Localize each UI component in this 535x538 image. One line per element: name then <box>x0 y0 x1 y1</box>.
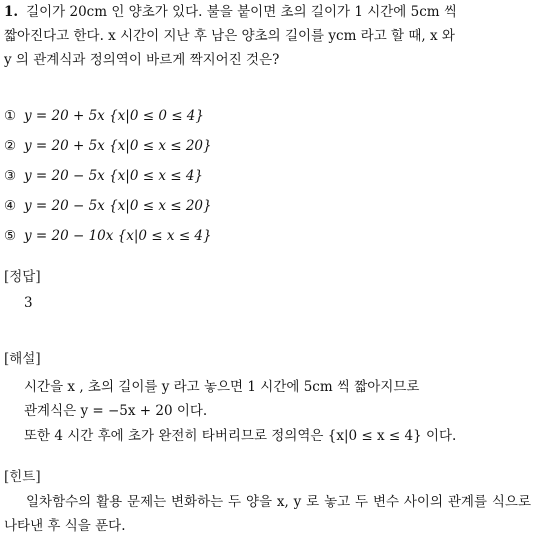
choice-formula: y = 20 + 5x {x|0 ≤ x ≤ 20} <box>24 138 212 154</box>
question-line-1 <box>4 3 457 21</box>
choice-number: ① <box>4 108 17 124</box>
question-line-2: 짧아진다고 한다. x 시간이 지난 후 남은 양초의 길이를 ycm 라고 할 때, x 와 <box>4 28 455 44</box>
choice-formula: y = 20 − 10x {x|0 ≤ x ≤ 4} <box>24 228 212 244</box>
choice-formula: y = 20 + 5x {x|0 ≤ 0 ≤ 4} <box>24 108 204 124</box>
choice-number: ④ <box>4 198 17 214</box>
answer-value: 3 <box>24 295 33 311</box>
choice-4[interactable] <box>4 197 212 215</box>
explanation-line-3: 또한 4 시간 후에 초가 완전히 타버리므로 정의역은 {x|0 ≤ x ≤ 4} 이다. <box>24 428 457 444</box>
explanation-label: [해설] <box>4 351 41 367</box>
choice-3[interactable] <box>4 167 203 185</box>
choice-formula: y = 20 − 5x {x|0 ≤ x ≤ 20} <box>24 198 212 214</box>
question-number: 1. <box>4 4 19 20</box>
choice-number: ③ <box>4 168 17 184</box>
choice-2[interactable] <box>4 137 212 155</box>
choice-1[interactable] <box>4 107 204 125</box>
choice-5[interactable] <box>4 227 212 245</box>
hint-label: [힌트] <box>4 469 41 485</box>
answer-label: [정답] <box>4 269 41 285</box>
choice-number: ⑤ <box>4 228 17 244</box>
choice-formula: y = 20 − 5x {x|0 ≤ x ≤ 4} <box>24 168 204 184</box>
question-text-1: 길이가 20cm 인 양초가 있다. 불을 붙이면 초의 길이가 1 시간에 5cm 씩 <box>26 4 457 20</box>
explanation-line-2: 관계식은 y = −5x + 20 이다. <box>24 403 208 419</box>
question-line-3: y 의 관계식과 정의역이 바르게 짝지어진 것은? <box>4 52 280 68</box>
choice-number: ② <box>4 138 17 154</box>
hint-text: 일차함수의 활용 문제는 변화하는 두 양을 x, y 로 놓고 두 변수 사이의 관계를 식으로 나타낸 후 식을 푼다. <box>4 494 531 534</box>
explanation-line-1: 시간을 x , 초의 길이를 y 라고 놓으면 1 시간에 5cm 씩 짧아지므로 <box>24 379 420 395</box>
